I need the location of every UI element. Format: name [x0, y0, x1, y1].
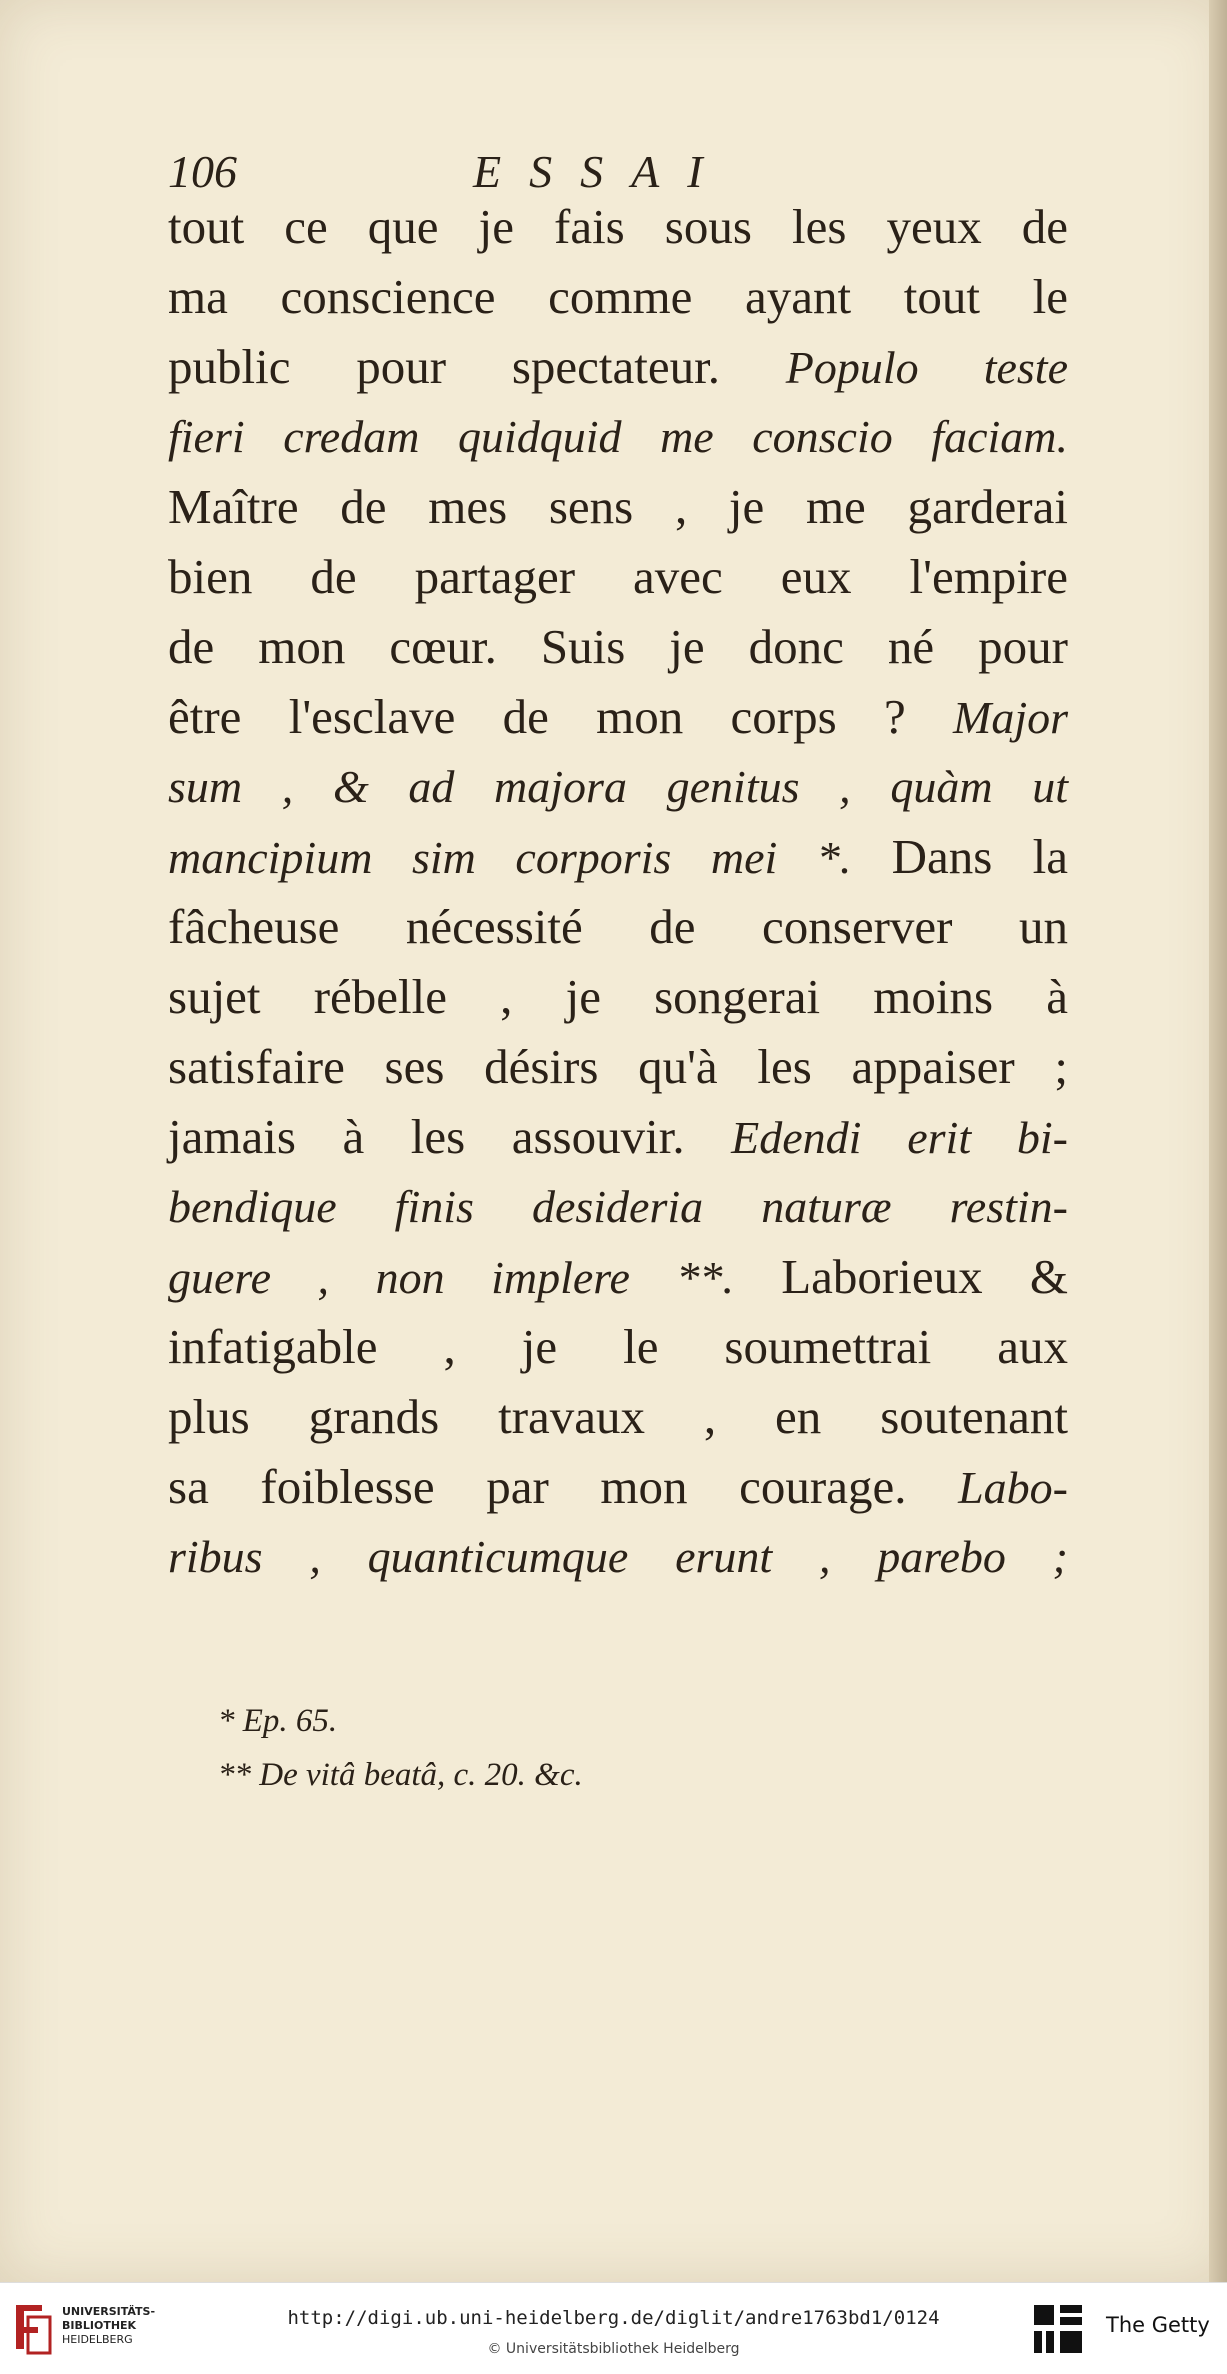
- getty-logo-icon: [1030, 2301, 1086, 2357]
- text-line: fâcheuse nécessité de conserver un: [168, 899, 1068, 954]
- body-text: [168, 192, 1068, 1592]
- text-segment: sa foiblesse par mon courage.: [168, 1459, 907, 1514]
- text-line: [168, 1452, 1068, 1522]
- latin-quote: Edendi erit bi-: [731, 1112, 1069, 1163]
- viewer-footer: [0, 2282, 1227, 2374]
- text-segment: public pour spectateur.: [168, 339, 721, 394]
- copyright-notice: © Universitätsbibliothek Heidelberg: [487, 2341, 740, 2357]
- institution-line: HEIDELBERG: [62, 2333, 133, 2346]
- text-line: [168, 682, 1068, 752]
- text-line: bien de partager avec eux l'empire: [168, 549, 1068, 604]
- footnote: * Ep. 65.: [218, 1703, 338, 1739]
- text-line: de mon cœur. Suis je donc né pour: [168, 619, 1068, 674]
- latin-quote: Labo-: [958, 1462, 1068, 1513]
- latin-quote-line: sum , & ad majora genitus , quàm ut: [168, 761, 1068, 812]
- text-line: infatigable , je le soumettrai aux: [168, 1319, 1068, 1374]
- text-line: ma conscience comme ayant tout le: [168, 269, 1068, 324]
- text-line: [168, 822, 1068, 892]
- text-line: [168, 1242, 1068, 1312]
- footnote: ** De vitâ beatâ, c. 20. &c.: [218, 1757, 583, 1793]
- text-line: satisfaire ses désirs qu'à les appaiser ;: [168, 1039, 1068, 1094]
- latin-quote-line: fieri credam quidquid me conscio faciam.: [168, 411, 1068, 462]
- text-line: [168, 332, 1068, 402]
- latin-quote: Major: [953, 692, 1069, 743]
- footnotes: [218, 1694, 918, 1802]
- text-segment: Dans la: [891, 829, 1068, 884]
- running-head: ESSAI: [473, 146, 731, 197]
- institution-line: UNIVERSITÄTS-: [62, 2305, 156, 2318]
- permalink-url[interactable]: http://digi.ub.uni-heidelberg.de/diglit/andre1763bd1/0124: [287, 2307, 940, 2329]
- latin-quote-line: ribus , quanticumque erunt , parebo ;: [168, 1531, 1068, 1582]
- institution-line: BIBLIOTHEK: [62, 2319, 137, 2332]
- text-line: tout ce que je fais sous les yeux de: [168, 199, 1068, 254]
- latin-quote: mancipium sim corporis mei *.: [168, 832, 852, 883]
- text-segment: être l'esclave de mon corps ?: [168, 689, 906, 744]
- page-edge: [1209, 0, 1227, 2282]
- text-line: Maître de mes sens , je me garderai: [168, 479, 1068, 534]
- text-segment: Laborieux &: [781, 1249, 1068, 1304]
- partner-name: The Getty: [1106, 2313, 1210, 2337]
- latin-quote: guere , non implere **.: [168, 1252, 734, 1303]
- latin-quote: Populo teste: [785, 342, 1068, 393]
- text-line: plus grands travaux , en soutenant: [168, 1389, 1068, 1444]
- latin-quote-line: bendique finis desideria naturæ restin-: [168, 1181, 1068, 1232]
- text-segment: jamais à les assouvir.: [168, 1109, 685, 1164]
- page-number: 106: [168, 146, 237, 197]
- text-line: [168, 1102, 1068, 1172]
- text-line: sujet rébelle , je songerai moins à: [168, 969, 1068, 1024]
